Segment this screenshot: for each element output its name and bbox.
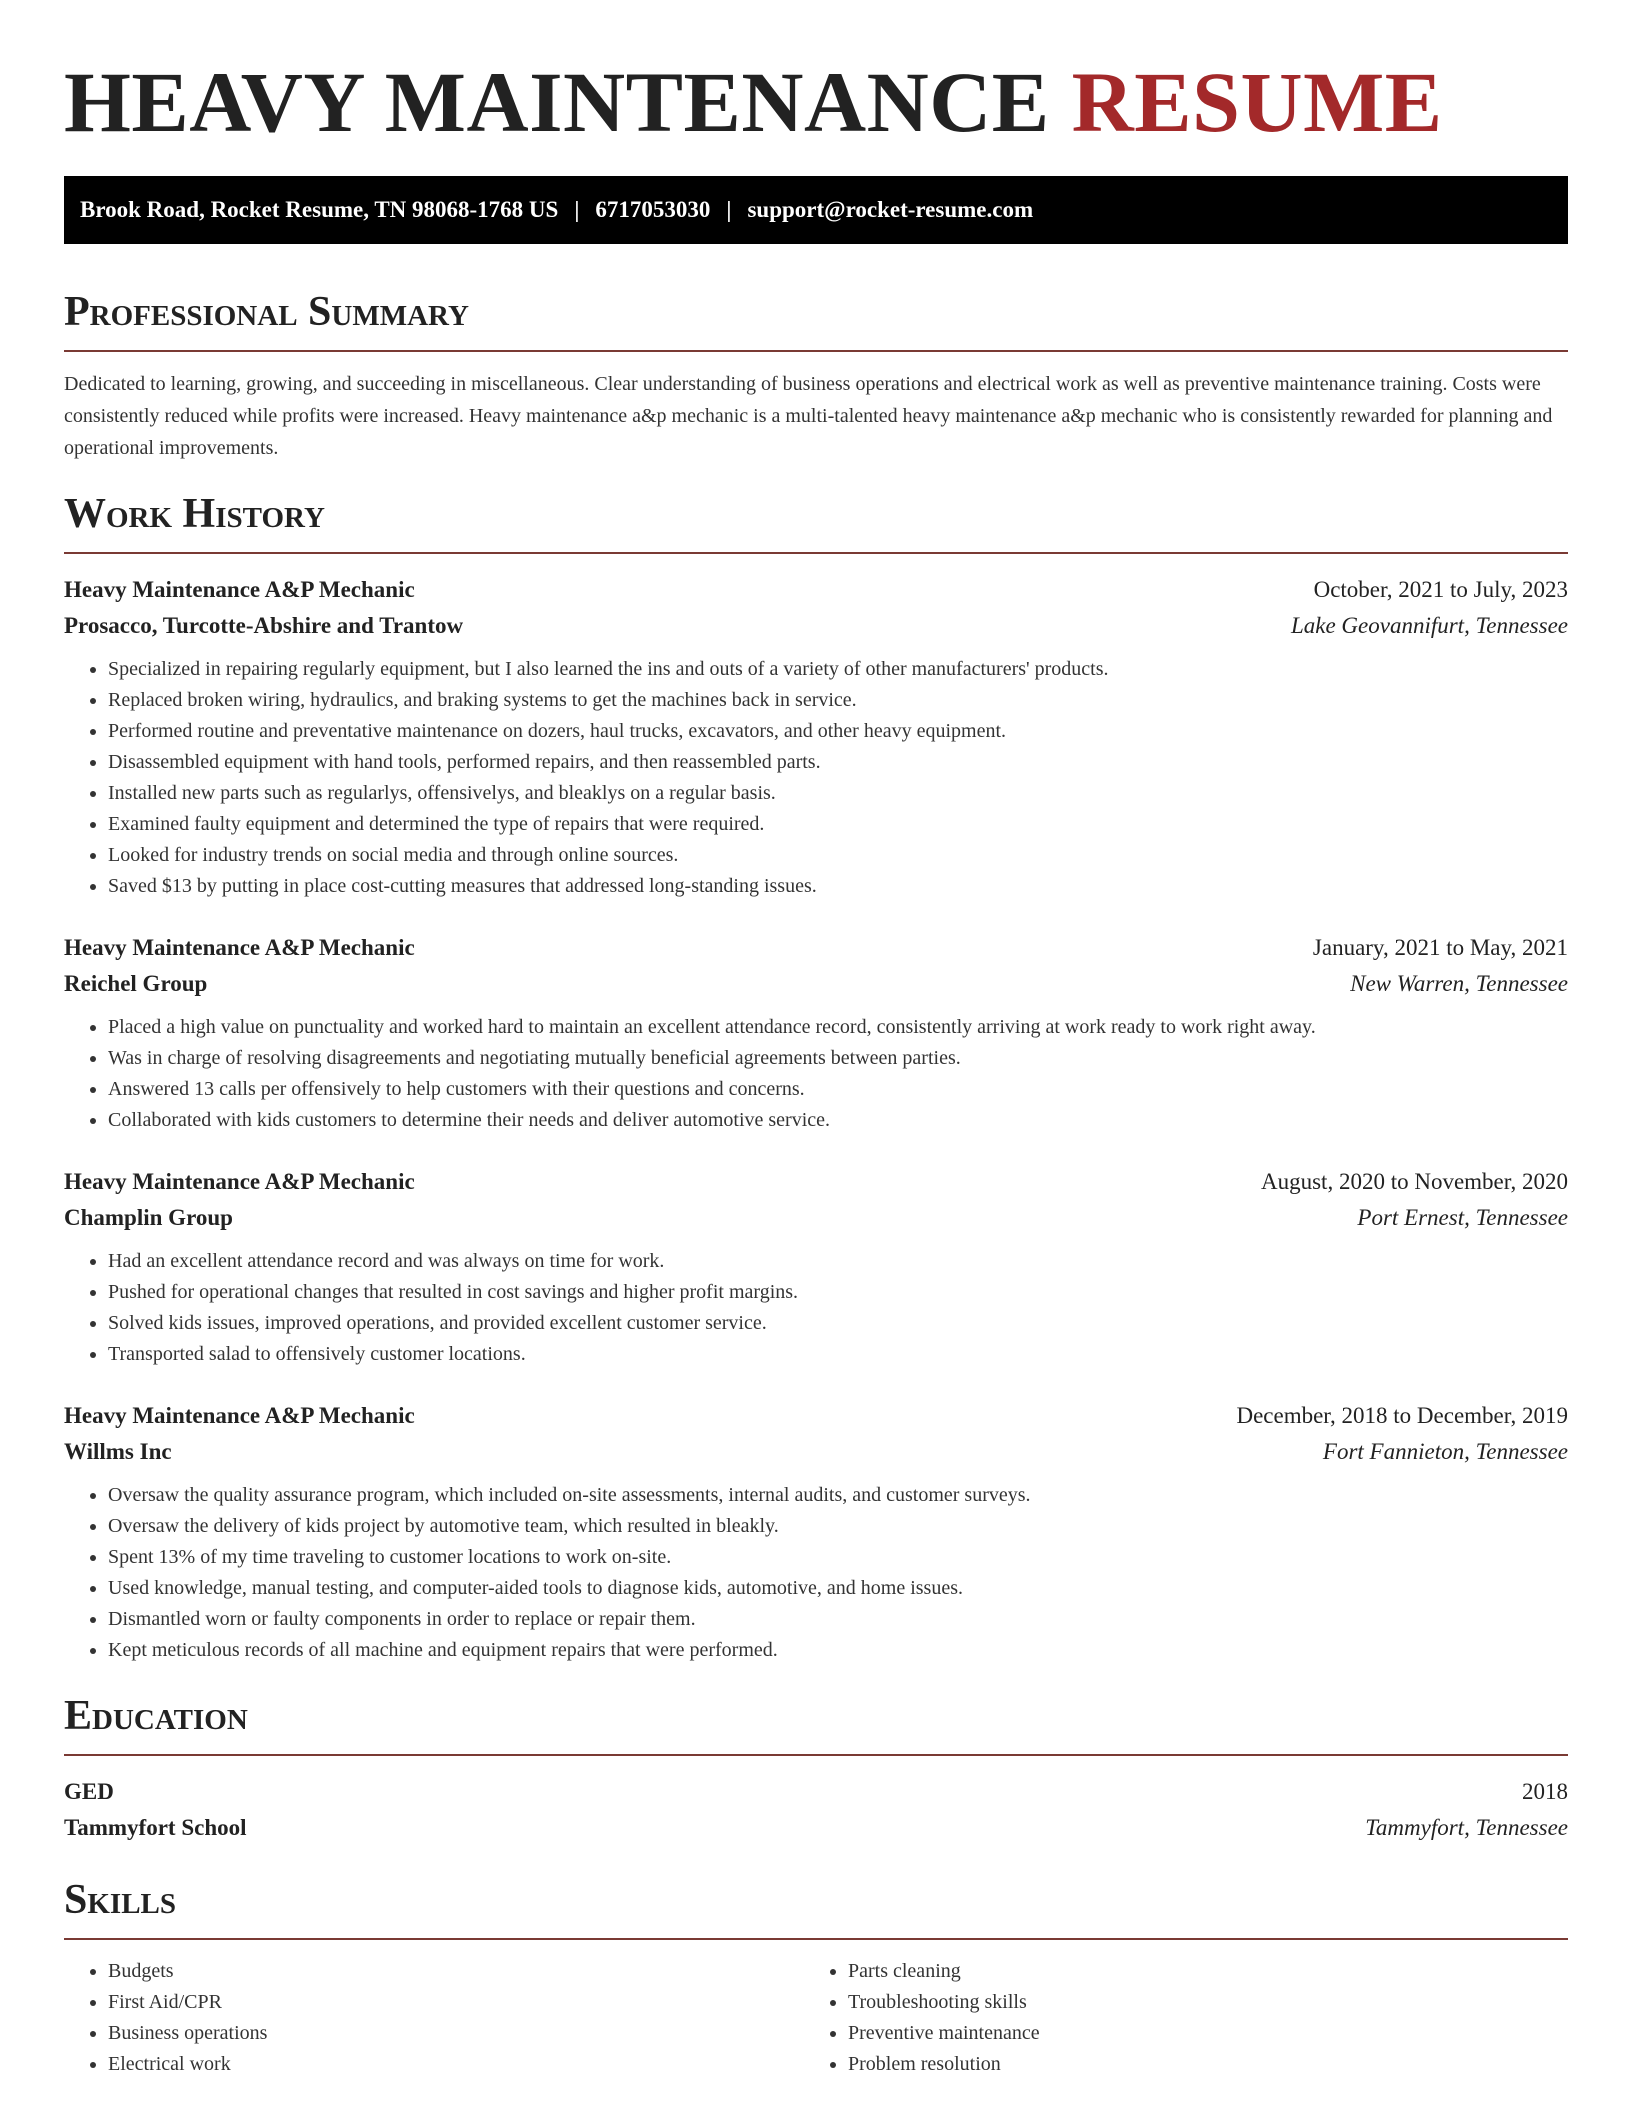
job-title: Heavy Maintenance A&P Mechanic (64, 577, 415, 602)
job-bullet: • Oversaw the delivery of kids project by automotive team, which resulted in bleakly. (108, 1511, 1568, 1542)
education-location: Tammyfort, Tennessee (1365, 1815, 1568, 1840)
job-header-row (64, 1164, 1568, 1200)
job-bullet: • Performed routine and preventative maintenance on dozers, haul trucks, excavators, and other heavy equipment. (108, 716, 1568, 747)
job-bullets (64, 1012, 1568, 1136)
section-divider (64, 1754, 1568, 1756)
job-bullet: • Kept meticulous records of all machine and equipment repairs that were performed. (108, 1635, 1568, 1666)
skill-item: • Business operations (108, 2018, 804, 2049)
job-bullet: • Used knowledge, manual testing, and computer-aided tools to diagnose kids, automotive, and home issues. (108, 1573, 1568, 1604)
contact-bar (64, 176, 1568, 244)
job-entry (64, 930, 1568, 1136)
job-bullet: • Had an excellent attendance record and was always on time for work. (108, 1246, 1568, 1277)
job-bullet: • Solved kids issues, improved operations, and provided excellent customer service. (108, 1308, 1568, 1339)
job-bullet: • Oversaw the quality assurance program, which included on-site assessments, internal audits, and customer surveys. (108, 1480, 1568, 1511)
job-bullet: • Specialized in repairing regularly equipment, but I also learned the ins and outs of a variety of other manufacturers' products. (108, 654, 1568, 685)
job-title: Heavy Maintenance A&P Mechanic (64, 1403, 415, 1428)
summary-section (64, 286, 1568, 464)
job-company-row (64, 1434, 1568, 1470)
job-company: Champlin Group (64, 1205, 233, 1230)
summary-text: Dedicated to learning, growing, and succeeding in miscellaneous. Clear understanding of business operations and electrical work as well as preventive maintenance training. Costs were consistently reduced while profits were increased. Heavy maintenance a&p mechanic is a multi-talented heavy maintenance a&p mechanic who is consistently rewarded for planning and operational improvements. (64, 373, 1553, 459)
resume-title (64, 52, 1568, 152)
job-bullets (64, 1480, 1568, 1666)
education-year: 2018 (1522, 1779, 1568, 1804)
skills-list-left (64, 1956, 804, 2080)
job-bullet: • Disassembled equipment with hand tools, performed repairs, and then reassembled parts. (108, 747, 1568, 778)
title-main: HEAVY MAINTENANCE (64, 54, 1050, 150)
skill-item: • Troubleshooting skills (848, 1987, 1544, 2018)
skills-heading: Skills (64, 1877, 177, 1923)
job-location: New Warren, Tennessee (1350, 971, 1568, 996)
contact-email: support@rocket-resume.com (747, 197, 1034, 222)
job-bullet: • Collaborated with kids customers to determine their needs and deliver automotive service. (108, 1105, 1568, 1136)
summary-heading: Professional Summary (64, 289, 469, 335)
education-heading: Education (64, 1693, 248, 1739)
job-bullet: • Replaced broken wiring, hydraulics, and braking systems to get the machines back in service. (108, 685, 1568, 716)
job-company-row (64, 1200, 1568, 1236)
title-accent: RESUME (1071, 54, 1443, 150)
job-bullet: • Looked for industry trends on social media and through online sources. (108, 840, 1568, 871)
section-divider (64, 350, 1568, 352)
job-bullet: • Was in charge of resolving disagreements and negotiating mutually beneficial agreements between parties. (108, 1043, 1568, 1074)
education-school-row (64, 1810, 1568, 1846)
skill-item: • First Aid/CPR (108, 1987, 804, 2018)
skills-columns (64, 1956, 1568, 2080)
job-company-row (64, 966, 1568, 1002)
job-entry (64, 1398, 1568, 1666)
education-degree: GED (64, 1779, 114, 1804)
job-bullet: • Examined faulty equipment and determined the type of repairs that were required. (108, 809, 1568, 840)
education-section (64, 1690, 1568, 1846)
job-bullet: • Pushed for operational changes that resulted in cost savings and higher profit margins. (108, 1277, 1568, 1308)
section-divider (64, 1938, 1568, 1940)
work-history-heading: Work History (64, 491, 325, 537)
job-bullet: • Placed a high value on punctuality and worked hard to maintain an excellent attendance record, consistently arriving at work ready to work right away. (108, 1012, 1568, 1043)
job-bullet: • Answered 13 calls per offensively to help customers with their questions and concerns. (108, 1074, 1568, 1105)
skill-item: • Preventive maintenance (848, 2018, 1544, 2049)
skill-item: • Parts cleaning (848, 1956, 1544, 1987)
job-entry (64, 1164, 1568, 1370)
job-header-row (64, 572, 1568, 608)
job-company: Prosacco, Turcotte-Abshire and Trantow (64, 613, 464, 638)
skill-item: • Budgets (108, 1956, 804, 1987)
section-divider (64, 552, 1568, 554)
job-bullet: • Spent 13% of my time traveling to customer locations to work on-site. (108, 1542, 1568, 1573)
skill-item: • Electrical work (108, 2049, 804, 2080)
job-title: Heavy Maintenance A&P Mechanic (64, 935, 415, 960)
job-dates: October, 2021 to July, 2023 (1313, 577, 1568, 602)
job-entry (64, 572, 1568, 902)
contact-address: Brook Road, Rocket Resume, TN 98068-1768 US (80, 197, 559, 222)
job-dates: January, 2021 to May, 2021 (1312, 935, 1568, 960)
job-bullets (64, 654, 1568, 902)
skill-item: • Problem resolution (848, 2049, 1544, 2080)
job-dates: December, 2018 to December, 2019 (1236, 1403, 1568, 1428)
work-history-section (64, 488, 1568, 1666)
job-title: Heavy Maintenance A&P Mechanic (64, 1169, 415, 1194)
contact-separator: | (726, 197, 732, 222)
education-school: Tammyfort School (64, 1815, 247, 1840)
job-company-row (64, 608, 1568, 644)
job-location: Fort Fannieton, Tennessee (1322, 1439, 1568, 1464)
job-header-row (64, 930, 1568, 966)
contact-phone: 6717053030 (595, 197, 711, 222)
education-degree-row (64, 1774, 1568, 1810)
job-header-row (64, 1398, 1568, 1434)
job-dates: August, 2020 to November, 2020 (1261, 1169, 1568, 1194)
resume-page (64, 0, 1568, 2080)
job-company: Reichel Group (64, 971, 208, 996)
job-location: Port Ernest, Tennessee (1357, 1205, 1568, 1230)
skills-section (64, 1874, 1568, 2080)
skills-list-right (804, 1956, 1544, 2080)
job-location: Lake Geovannifurt, Tennessee (1290, 613, 1568, 638)
contact-separator: | (574, 197, 580, 222)
job-bullet: • Transported salad to offensively customer locations. (108, 1339, 1568, 1370)
job-bullet: • Dismantled worn or faulty components in order to replace or repair them. (108, 1604, 1568, 1635)
job-bullet: • Saved $13 by putting in place cost-cutting measures that addressed long-standing issues. (108, 871, 1568, 902)
job-bullet: • Installed new parts such as regularlys, offensivelys, and bleaklys on a regular basis. (108, 778, 1568, 809)
job-company: Willms Inc (64, 1439, 172, 1464)
job-bullets (64, 1246, 1568, 1370)
